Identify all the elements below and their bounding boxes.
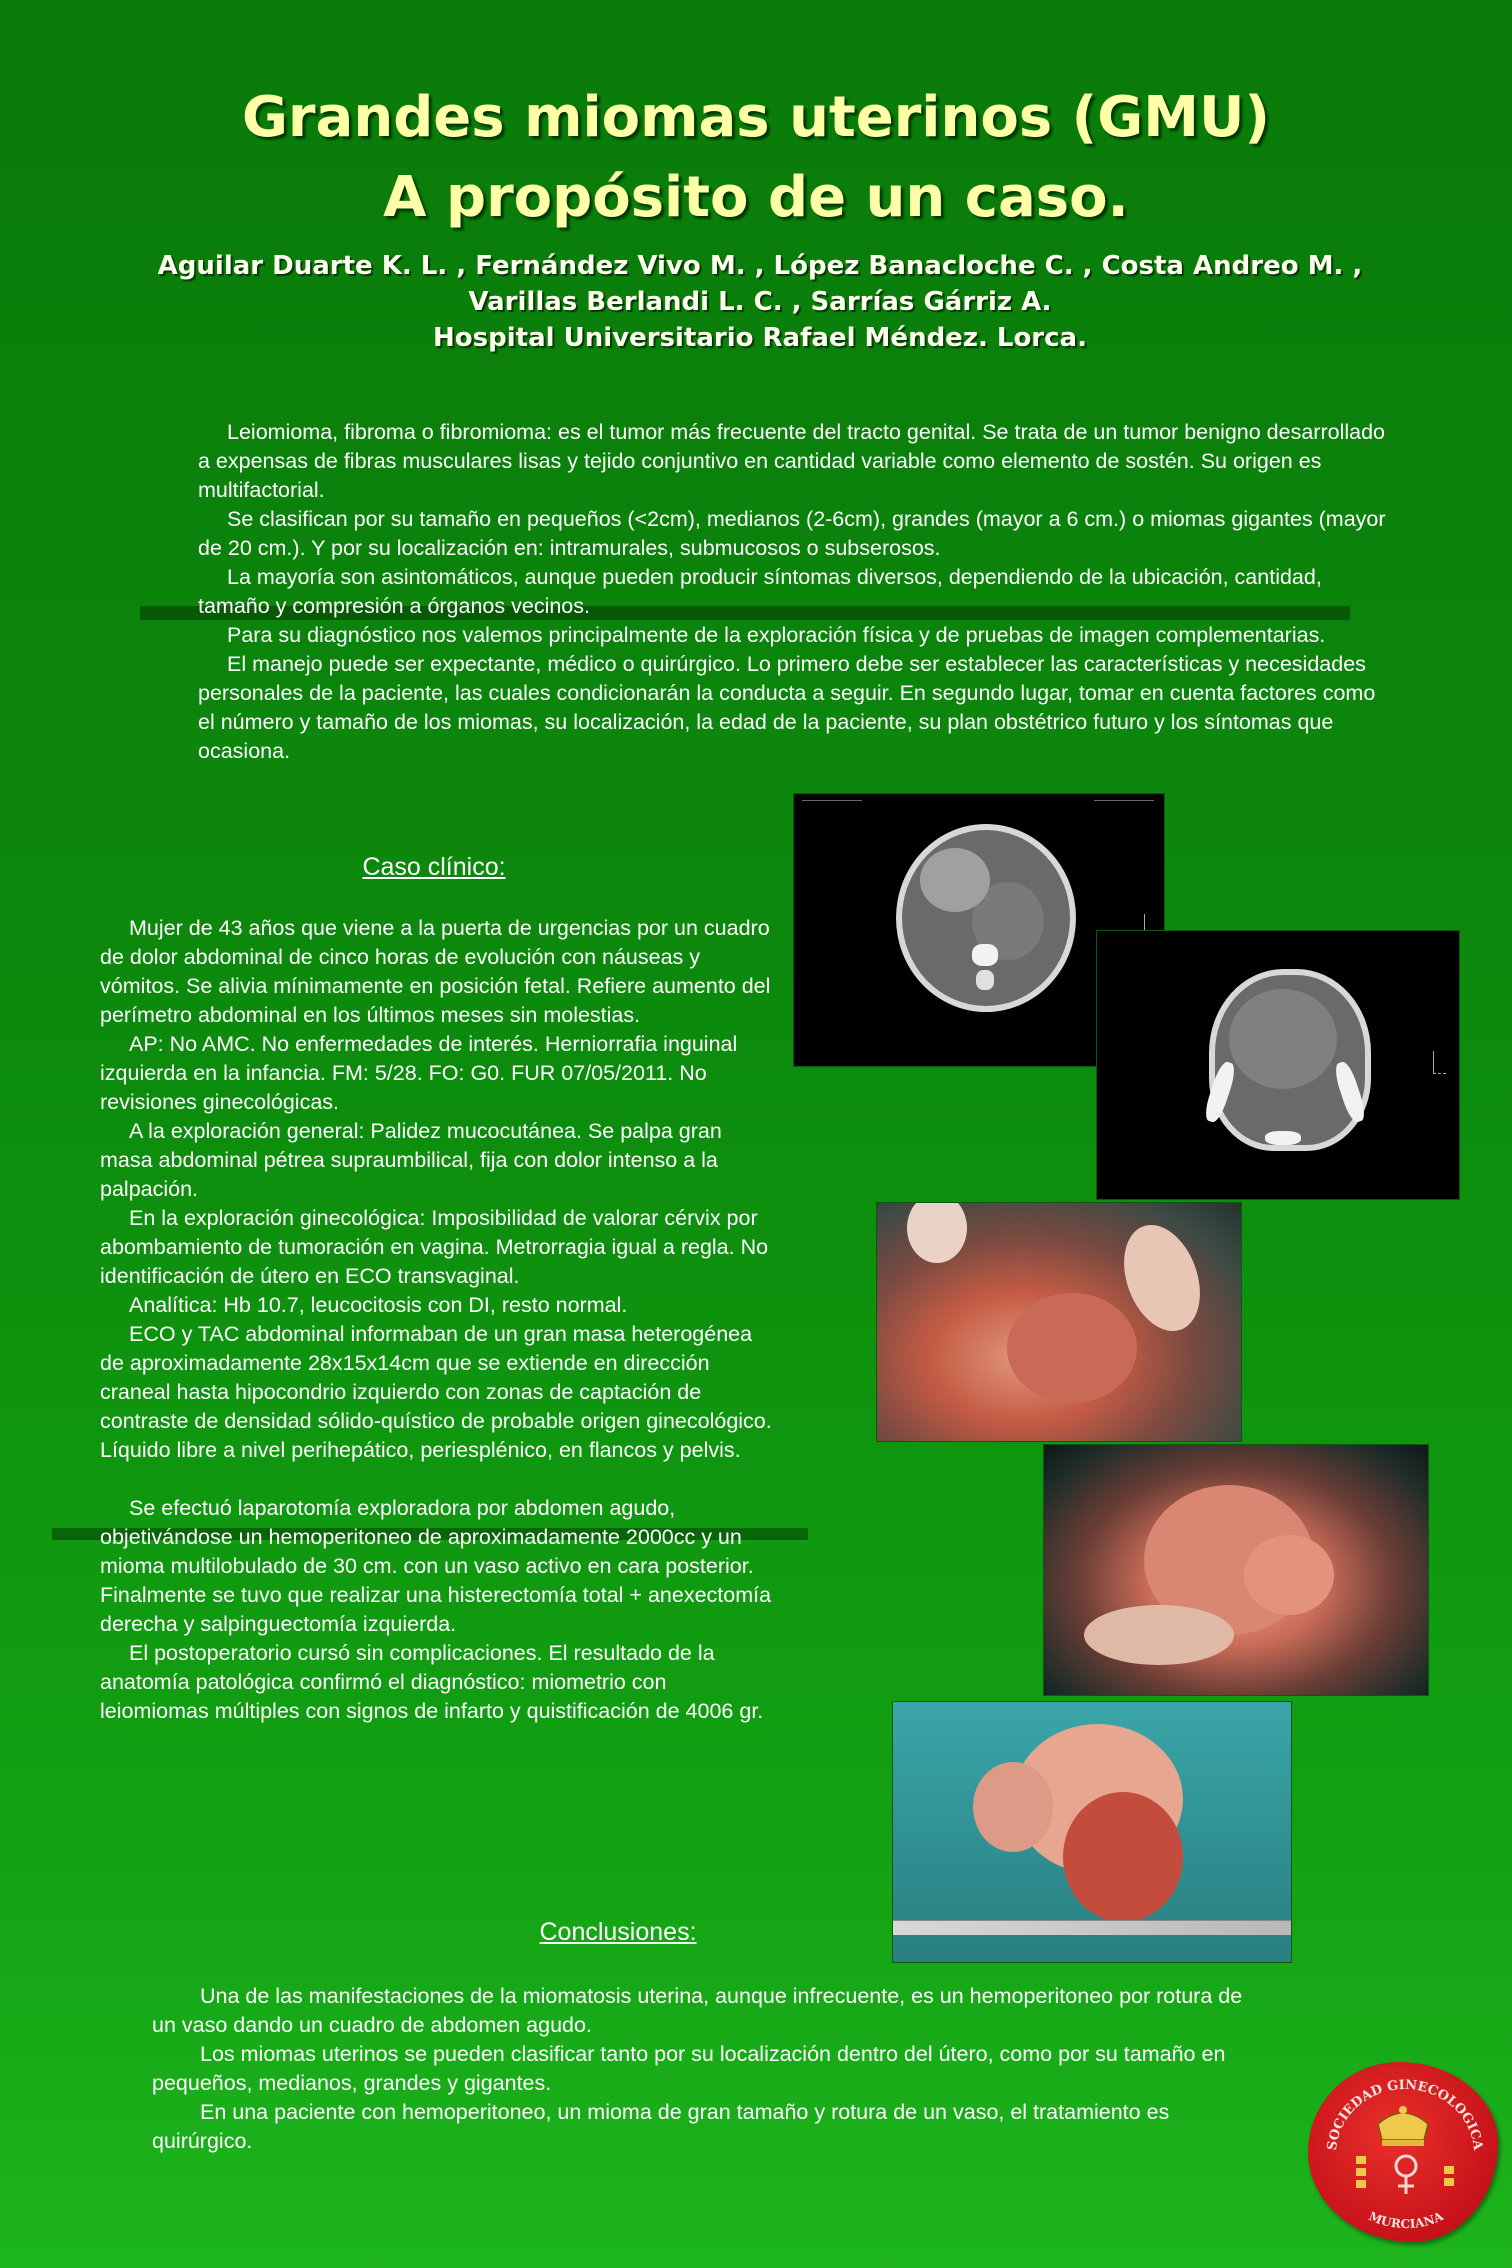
case-paragraph: Se efectuó laparotomía exploradora por abdomen agudo, objetivándose un hemoperitoneo de aproximadamente 2000cc y un mioma multilobulado de 30 cm. con un vaso activo en cara posterior. Finalmente se tuvo que realizar una histerectomía total + anexectomía derecha y salpinguectomía izquierda.: [100, 1496, 772, 1636]
authors-block: [60, 248, 1460, 356]
ct-scan-image-2: [1096, 930, 1460, 1200]
ct-corner-annotation: [1094, 800, 1154, 825]
title-line-1: Grandes miomas uterinos (GMU): [241, 85, 1271, 150]
conclusion-paragraph: Los miomas uterinos se pueden clasificar tanto por su localización dentro del útero, como por su tamaño en pequeños, medianos, grandes y gigantes.: [152, 2042, 1226, 2095]
introduction: [198, 418, 1388, 766]
case-paragraph: El postoperatorio cursó sin complicaciones. El resultado de la anatomía patológica confirmó el diagnóstico: miometrio con leiomiomas múltiples con signos de infarto y quistificación de 4006 gr.: [100, 1641, 764, 1723]
venus-symbol-icon: [1396, 2156, 1416, 2194]
affiliation: Hospital Universitario Rafael Méndez. Lorca.: [433, 323, 1087, 353]
ct-mass: [920, 848, 990, 912]
seal-artwork: [1308, 2062, 1498, 2242]
authors-line-2: Varillas Berlandi L. C. , Sarrías Gárriz A.: [468, 287, 1052, 317]
case-paragraph: A la exploración general: Palidez mucocutánea. Se palpa gran masa abdominal pétrea supraumbilical, fija con dolor intenso a la palpación.: [100, 1119, 722, 1201]
case-paragraph: En la exploración ginecológica: Imposibilidad de valorar cérvix por abombamiento de tumoración en vagina. Metrorragia igual a regla. No identificación de útero en ECO transvaginal.: [100, 1206, 769, 1288]
conclusions-heading: Conclusiones:: [539, 1918, 697, 1946]
surgery-photo-2: [1043, 1444, 1429, 1696]
authors-line-1: Aguilar Duarte K. L. , Fernández Vivo M. , López Banacloche C. , Costa Andreo M. ,: [157, 251, 1363, 281]
intro-paragraph: Para su diagnóstico nos valemos principalmente de la exploración física y de pruebas de imagen complementarias.: [227, 623, 1326, 647]
case-paragraph: ECO y TAC abdominal informaban de un gran masa heterogénea de aproximadamente 28x15x14cm que se extiende en dirección craneal hasta hipocondrio izquierdo con zonas de captación de contraste de densidad sólido-quístico de probable origen ginecológico. Líquido libre a nivel perihepático, periesplénico, en flancos y pelvis.: [100, 1322, 772, 1462]
seal-bottom-text: MURCIANA: [1366, 2209, 1446, 2232]
measuring-ruler: [893, 1920, 1291, 1935]
ct-scale-marks: [1433, 1051, 1446, 1074]
case-paragraph: AP: No AMC. No enfermedades de interés. Herniorrafia inguinal izquierda en la infancia. FM: 5/28. FO: G0. FUR 07/05/2011. No revisiones ginecológicas.: [100, 1032, 738, 1114]
surgery-photo-1: [876, 1202, 1242, 1442]
ct-sacrum: [1265, 1131, 1301, 1145]
myoma-lobe: [1244, 1535, 1334, 1615]
ct-vertebra: [976, 970, 994, 990]
poster-title: [0, 78, 1512, 238]
resected-myoma: [973, 1762, 1053, 1852]
case-heading: Caso clínico:: [362, 853, 506, 881]
paragraph-gap: [100, 1465, 772, 1494]
ct-vertebra: [972, 944, 998, 966]
intro-paragraph: Se clasifican por su tamaño en pequeños (<2cm), medianos (2-6cm), grandes (mayor a 6 cm.) o miomas gigantes (mayor de 20 cm.). Y por su localización en: intramurales, submucosos o subserosos.: [198, 507, 1386, 560]
gloved-hand: [907, 1202, 967, 1263]
gloved-hand: [1084, 1605, 1234, 1665]
resected-myoma: [1063, 1792, 1183, 1922]
ct-corner-annotation: [802, 800, 862, 821]
svg-text:MURCIANA: [1367, 2209, 1446, 2231]
conclusions-text: [152, 1982, 1262, 2156]
case-paragraph: Mujer de 43 años que viene a la puerta de urgencias por un cuadro de dolor abdominal de cinco horas de evolución con náuseas y vómitos. Se alivia mínimamente en posición fetal. Refiere aumento del perímetro abdominal en los últimos meses sin molestias.: [100, 916, 771, 1027]
conclusion-paragraph: Una de las manifestaciones de la miomatosis uterina, aunque infrecuente, es un hemoperitoneo por rotura de un vaso dando un cuadro de abdomen agudo.: [152, 1984, 1243, 2037]
intro-paragraph: Leiomioma, fibroma o fibromioma: es el tumor más frecuente del tracto genital. Se trata de un tumor benigno desarrollado a expensas de fibras musculares lisas y tejido conjuntivo en cantidad variable como elemento de sostén. Su origen es multifactorial.: [198, 420, 1386, 502]
conclusion-paragraph: En una paciente con hemoperitoneo, un mioma de gran tamaño y rotura de un vaso, el tratamiento es quirúrgico.: [152, 2100, 1170, 2153]
uterine-mass: [1007, 1293, 1137, 1403]
seal-top-text: SOCIEDAD GINECOLOGICA: [1325, 2077, 1486, 2152]
title-line-2: A propósito de un caso.: [383, 165, 1129, 230]
intro-paragraph: El manejo puede ser expectante, médico o quirúrgico. Lo primero debe ser establecer las características y necesidades personales de la paciente, las cuales condicionarán la conducta a seguir. En segundo lugar, tomar en cuenta factores como el número y tamaño de los miomas, su localización, la edad de la paciente, su plan obstétrico futuro y los síntomas que ocasiona.: [198, 652, 1376, 763]
intro-paragraph: La mayoría son asintomáticos, aunque pueden producir síntomas diversos, dependiendo de la ubicación, cantidad, tamaño y compresión a órganos vecinos.: [198, 565, 1322, 618]
ct-mass: [1229, 989, 1337, 1089]
case-paragraph: Analítica: Hb 10.7, leucocitosis con DI, resto normal.: [129, 1293, 628, 1317]
society-seal-logo: [1308, 2062, 1498, 2242]
specimen-photo: [892, 1701, 1292, 1963]
case-text: [100, 914, 772, 1726]
crown-icon: [1378, 2106, 1428, 2146]
